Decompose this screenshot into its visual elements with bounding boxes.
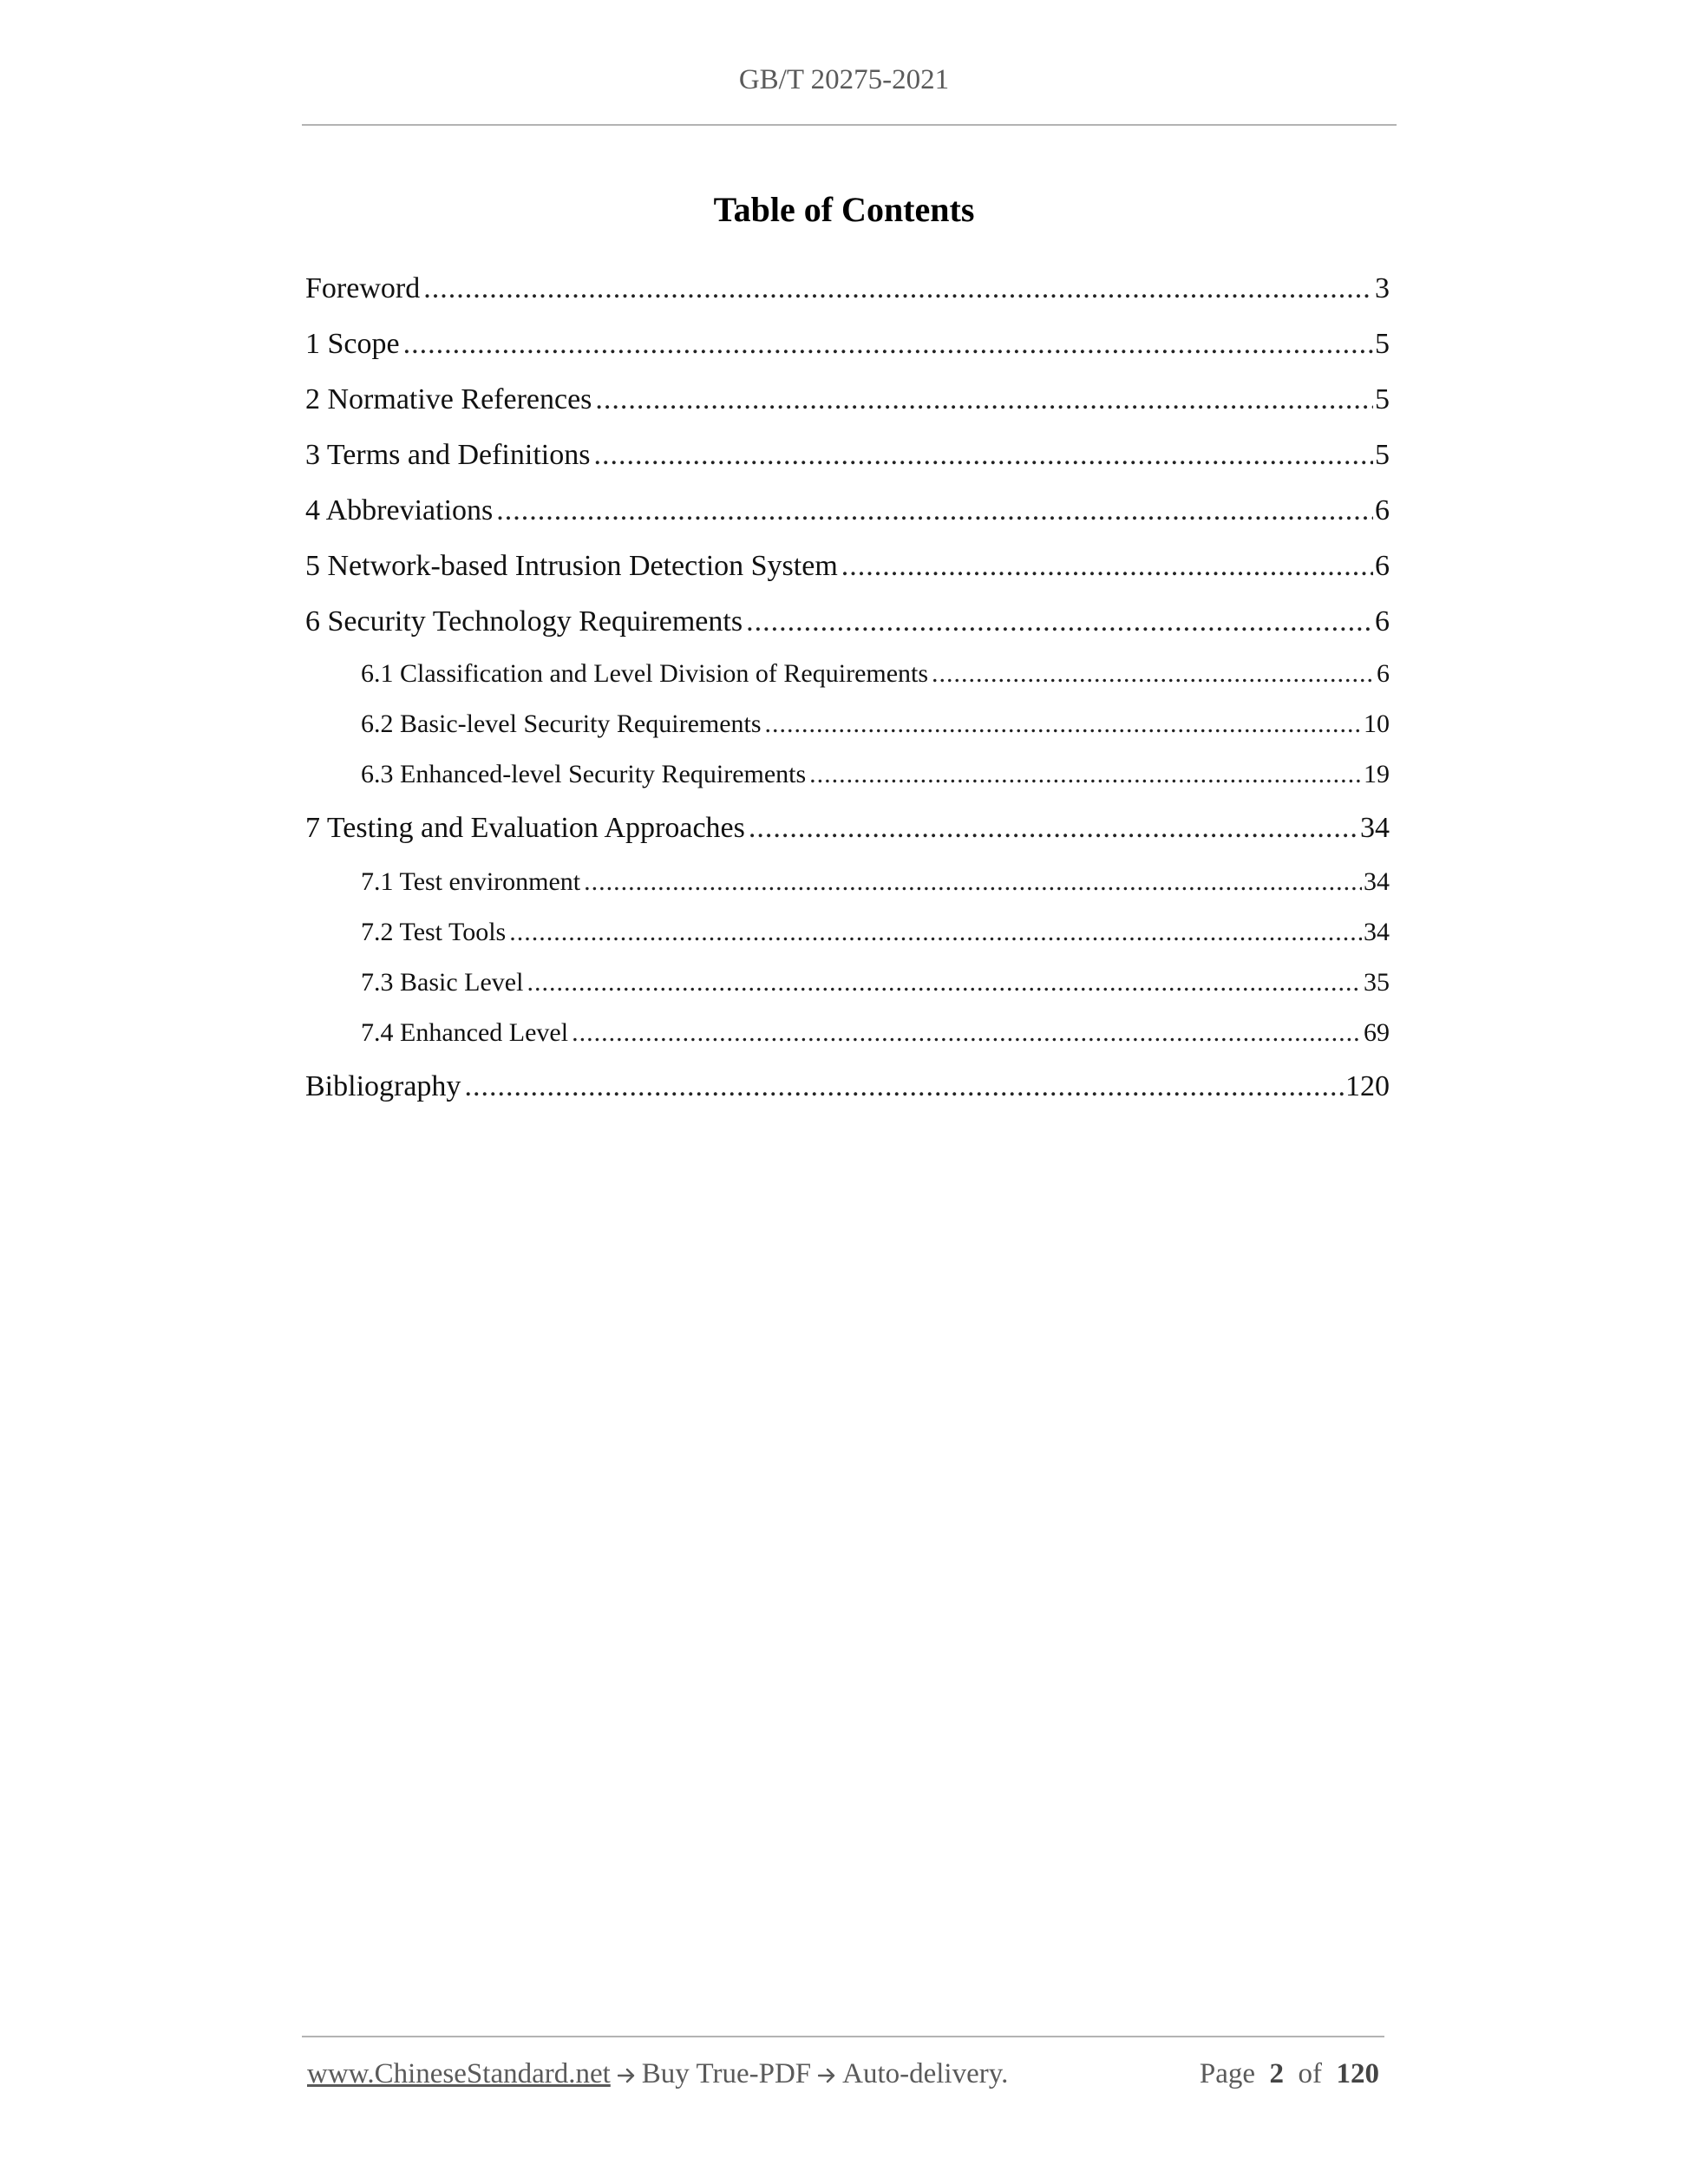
toc-entry-testing-and-evaluation[interactable] [305, 814, 1390, 843]
toc-leader-dots [841, 552, 1373, 581]
current-page-number: 2 [1269, 2058, 1284, 2089]
arrow-right-icon [818, 2062, 837, 2090]
toc-entry-page: 34 [1360, 812, 1390, 844]
toc-leader-dots [496, 496, 1373, 526]
toc-leader-dots [464, 1072, 1344, 1102]
toc-leader-dots [746, 607, 1373, 637]
toc-entry-title: 5 Network-based Intrusion Detection System [305, 550, 838, 582]
toc-entry-title: 2 Normative References [305, 383, 592, 415]
toc-entry-page: 10 [1364, 709, 1390, 738]
toc-entry-title: 6.3 Enhanced-level Security Requirements [361, 760, 807, 788]
toc-entry-6-1[interactable] [361, 661, 1390, 687]
toc-leader-dots [932, 661, 1375, 687]
of-label: of [1298, 2058, 1322, 2089]
toc-entry-title: 4 Abbreviations [305, 494, 494, 526]
footer-promo [307, 2060, 1008, 2090]
toc-entry-normative-references[interactable] [305, 385, 1390, 415]
toc-leader-dots [423, 274, 1373, 304]
total-pages: 120 [1336, 2058, 1379, 2089]
toc-entry-bibliography[interactable] [305, 1072, 1390, 1102]
toc-entry-title: 7 Testing and Evaluation Approaches [305, 812, 745, 844]
toc-leader-dots [765, 711, 1362, 737]
toc-heading: Table of Contents [713, 190, 975, 229]
toc-entry-scope[interactable] [305, 330, 1390, 359]
toc-entry-page: 3 [1375, 272, 1390, 304]
page-indicator [1200, 2060, 1379, 2089]
toc-entry-title: 6 Security Technology Requirements [305, 605, 743, 638]
toc-entry-page: 120 [1345, 1070, 1390, 1102]
toc-entry-page: 6 [1377, 659, 1390, 688]
toc-entry-title: 1 Scope [305, 328, 400, 360]
toc-entry-7-2[interactable] [361, 919, 1390, 945]
toc-entry-title: Bibliography [305, 1070, 461, 1102]
toc-entry-title: 7.1 Test environment [361, 867, 581, 896]
toc-entry-page: 19 [1364, 760, 1390, 788]
toc-entry-page: 34 [1364, 918, 1390, 946]
footer-step-delivery: Auto-delivery. [842, 2058, 1009, 2089]
toc-entry-title: Foreword [305, 272, 421, 304]
toc-entry-page: 6 [1375, 605, 1390, 638]
toc-entry-title: 7.2 Test Tools [361, 918, 507, 946]
arrow-right-icon [618, 2062, 637, 2090]
toc-entry-6-2[interactable] [361, 711, 1390, 737]
toc-entry-page: 6 [1375, 494, 1390, 526]
toc-leader-dots [584, 869, 1362, 895]
toc-leader-dots [403, 330, 1373, 359]
toc-entry-title: 6.2 Basic-level Security Requirements [361, 709, 762, 738]
toc-entry-title: 7.4 Enhanced Level [361, 1018, 569, 1047]
toc-leader-dots [749, 814, 1358, 843]
toc-entry-7-4[interactable] [361, 1020, 1390, 1046]
toc-entry-6-3[interactable] [361, 762, 1390, 788]
footer-step-buy: Buy True-PDF [641, 2058, 812, 2089]
toc-entry-page: 34 [1364, 867, 1390, 896]
site-link[interactable]: www.ChineseStandard.net [307, 2058, 611, 2089]
toc-entry-network-ids[interactable] [305, 552, 1390, 581]
toc-entry-title: 3 Terms and Definitions [305, 439, 591, 471]
toc-entry-page: 69 [1364, 1018, 1390, 1047]
toc-entry-page: 35 [1364, 968, 1390, 997]
toc-leader-dots [809, 762, 1362, 788]
toc-entry-title: 6.1 Classification and Level Division of Requirements [361, 659, 929, 688]
toc-entry-7-3[interactable] [361, 970, 1390, 996]
toc-entry-security-technology-requirements[interactable] [305, 607, 1390, 637]
toc-entry-7-1[interactable] [361, 869, 1390, 895]
toc-entry-abbreviations[interactable] [305, 496, 1390, 526]
toc-entry-page: 5 [1375, 439, 1390, 471]
toc-leader-dots [593, 441, 1373, 470]
toc-leader-dots [595, 385, 1373, 415]
toc-leader-dots [527, 970, 1362, 996]
toc-entry-page: 5 [1375, 328, 1390, 360]
document-code-header: GB/T 20275-2021 [738, 64, 950, 95]
toc-entry-title: 7.3 Basic Level [361, 968, 524, 997]
toc-leader-dots [509, 919, 1362, 945]
toc-entry-terms-and-definitions[interactable] [305, 441, 1390, 470]
page-label: Page [1199, 2058, 1255, 2089]
toc-entry-foreword[interactable] [305, 274, 1390, 304]
toc-leader-dots [572, 1020, 1362, 1046]
footer-divider [302, 2036, 1384, 2037]
toc-entry-page: 5 [1375, 383, 1390, 415]
toc-entry-page: 6 [1375, 550, 1390, 582]
